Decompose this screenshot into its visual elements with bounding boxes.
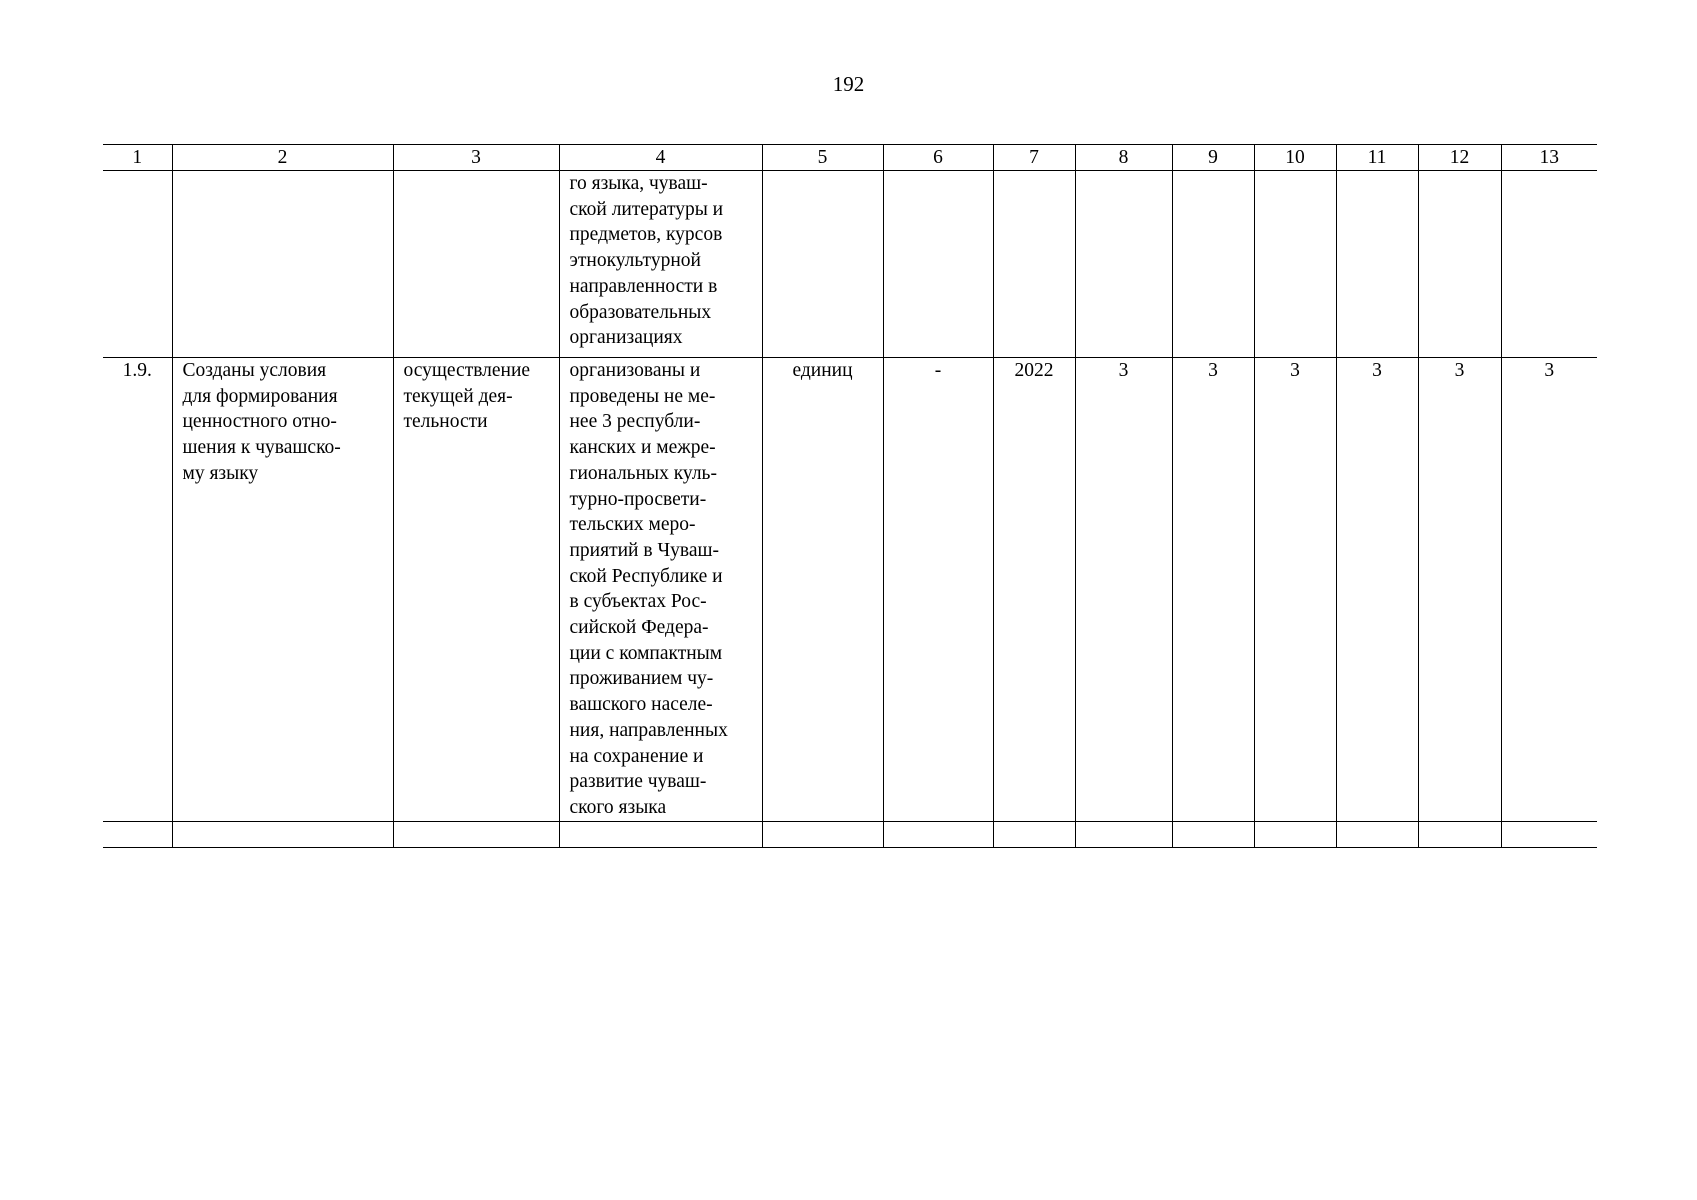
col-header-2: 2 <box>172 145 393 171</box>
cell-empty <box>1075 821 1172 847</box>
cell-empty <box>1336 171 1418 358</box>
cell-empty <box>393 171 559 358</box>
cell-empty <box>1418 171 1501 358</box>
col-header-5: 5 <box>762 145 883 171</box>
col-header-13: 13 <box>1501 145 1597 171</box>
col-header-10: 10 <box>1254 145 1336 171</box>
cell-empty <box>1254 821 1336 847</box>
cell-value-9: 3 <box>1172 358 1254 822</box>
cell-result <box>172 358 393 822</box>
col-header-8: 8 <box>1075 145 1172 171</box>
cell-event <box>559 358 762 822</box>
cell-empty <box>1418 821 1501 847</box>
result-text: Созданы условия для формирования ценностного отно- шения к чувашско- му языку <box>182 360 341 484</box>
cell-empty <box>1501 821 1597 847</box>
cell-empty <box>762 171 883 358</box>
cell-empty <box>1336 821 1418 847</box>
cell-empty <box>393 821 559 847</box>
cell-value-12: 3 <box>1418 358 1501 822</box>
cell-empty <box>993 821 1075 847</box>
cell-unit: единиц <box>762 358 883 822</box>
col-header-6: 6 <box>883 145 993 171</box>
cell-base-value: - <box>883 358 993 822</box>
column-number-row <box>103 145 1597 171</box>
cell-empty <box>103 171 172 358</box>
event-text: организованы и проведены не ме- нее 3 республи- канских и межре- гиональных куль- турно-просвети- тельских меро- приятий в Чуваш- ской Республике и в субъектах Рос- сийской Федера- ции с компактным проживанием чу- вашского населе- ния, направленных на сохранение и развитие чуваш- ского языка <box>569 360 728 818</box>
empty-row <box>103 821 1597 847</box>
cell-empty <box>883 171 993 358</box>
cell-empty <box>103 821 172 847</box>
col-header-9: 9 <box>1172 145 1254 171</box>
cell-year: 2022 <box>993 358 1075 822</box>
col-header-3: 3 <box>393 145 559 171</box>
table-row <box>103 358 1597 822</box>
cell-empty <box>1172 171 1254 358</box>
page-number: 192 <box>832 72 865 96</box>
row-number: 1.9. <box>103 358 172 822</box>
cell-empty <box>559 821 762 847</box>
cell-value-11: 3 <box>1336 358 1418 822</box>
cell-value-13: 3 <box>1501 358 1597 822</box>
cell-empty <box>993 171 1075 358</box>
col-header-7: 7 <box>993 145 1075 171</box>
cell-empty <box>762 821 883 847</box>
cell-empty <box>172 171 393 358</box>
col-header-12: 12 <box>1418 145 1501 171</box>
cell-empty <box>172 821 393 847</box>
mechanism-text: осуществление текущей дея- тельности <box>403 360 531 433</box>
col-header-4: 4 <box>559 145 762 171</box>
cell-value-10: 3 <box>1254 358 1336 822</box>
document-table <box>103 144 1597 848</box>
cell-empty <box>1075 171 1172 358</box>
col-header-11: 11 <box>1336 145 1418 171</box>
cell-empty <box>1254 171 1336 358</box>
cell-empty <box>1172 821 1254 847</box>
col-header-1: 1 <box>103 145 172 171</box>
event-continuation-text: го языка, чуваш- ской литературы и предметов, курсов этнокультурной направленности в образовательных организациях <box>569 173 724 349</box>
continuation-row <box>103 171 1597 358</box>
cell-event-continuation <box>559 171 762 358</box>
cell-value-8: 3 <box>1075 358 1172 822</box>
cell-empty <box>1501 171 1597 358</box>
cell-mechanism <box>393 358 559 822</box>
cell-empty <box>883 821 993 847</box>
